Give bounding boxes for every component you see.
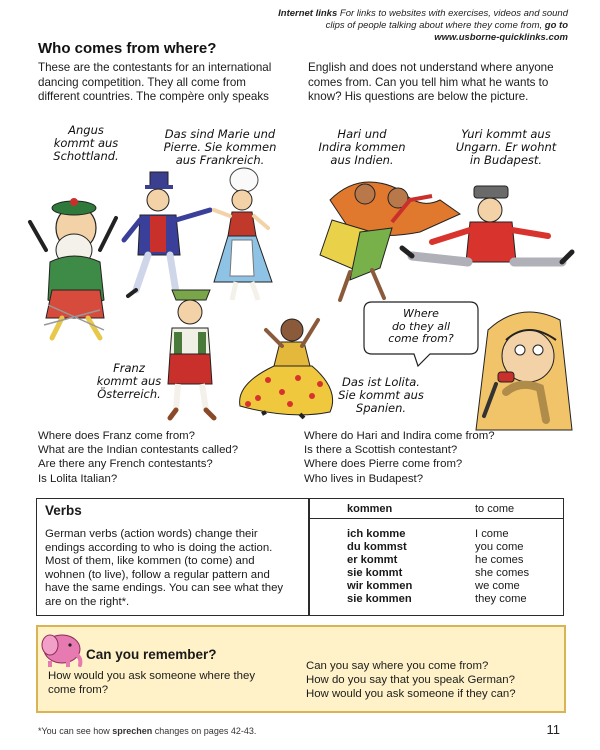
question-item: Who lives in Budapest? [304, 472, 424, 485]
verbs-divider [308, 499, 310, 615]
caption-lolita: Das ist Lolita. Sie kommt aus Spanien. [338, 375, 424, 415]
verbs-explanation: German verbs (action words) change their endings according to who is doing the action. Most of them, like kommen (to come) and wohnen (to live), follow a regular pattern and have the same endings. You can see what they are on the right*. [45, 528, 284, 608]
verbs-german-list [347, 528, 412, 607]
caption-marie-pierre: Das sind Marie und Pierre. Sie kommen aus Frankreich. [163, 127, 277, 167]
verb-translation: you come [475, 541, 524, 554]
compere-figure [476, 312, 572, 430]
remember-left: How would you ask someone where they come from? [48, 670, 256, 697]
question-item: Is there a Scottish contestant? [304, 444, 458, 457]
lolita-figure [240, 319, 333, 418]
caption-hari-indira: Hari und Indira kommen aus Indien. [318, 127, 406, 167]
verb-form: sie kommen [347, 593, 412, 606]
verbs-header-rule [308, 518, 563, 519]
verb-translation: he comes [475, 554, 524, 567]
angus-figure [30, 198, 116, 338]
verb-form: wir kommen [347, 580, 413, 593]
verb-translation: they come [475, 593, 527, 606]
question-item: Is Lolita Italian? [38, 472, 118, 485]
verb-translation: she comes [475, 567, 530, 580]
question-item: Where do Hari and Indira come from? [304, 430, 495, 442]
usborne-link[interactable]: go to www.usborne-quicklinks.com [434, 20, 568, 43]
remember-question: How do you say that you speak German? [306, 674, 515, 687]
caption-yuri: Yuri kommt aus Ungarn. Er wohnt in Budapest. [455, 127, 557, 167]
caption-angus: Angus kommt aus Schottland. [53, 123, 119, 163]
questions-left [38, 429, 288, 486]
bubble-text: Where do they all come from? [388, 307, 454, 345]
franz-figure [168, 290, 214, 418]
marie-figure [214, 168, 272, 300]
verbs-english-header: to come [475, 503, 515, 515]
remember-question: How would you ask someone if they can? [306, 688, 516, 701]
verb-form: ich komme [347, 528, 406, 540]
internet-links-label: Internet links [278, 8, 338, 19]
internet-links-text: For links to websites with exercises, videos and sound clips of people talking about where they come from, [325, 8, 568, 31]
verb-translation: we come [475, 580, 520, 593]
remember-question: Can you say where you come from? [306, 660, 489, 672]
pierre-figure [124, 172, 210, 298]
intro-left: These are the contestants for an international dancing competition. They all come from different countries. The compère only speaks [38, 61, 272, 104]
verbs-german-header: kommen [347, 503, 393, 515]
verbs-box [36, 498, 564, 616]
verb-translation: I come [475, 528, 509, 540]
verbs-title: Verbs [45, 503, 82, 518]
question-item: What are the Indian contestants called? [38, 444, 239, 457]
intro-right: English and does not understand where anyone comes from. Can you tell him what he wants to know? His questions are below the picture. [308, 61, 554, 104]
remember-title: Can you remember? [86, 647, 217, 662]
question-item: Where does Franz come from? [38, 430, 195, 442]
question-item: Are there any French contestants? [38, 458, 213, 471]
footnote: *You can see how sprechen changes on pages 42-43. [38, 726, 257, 736]
verb-form: sie kommt [347, 567, 403, 580]
verb-form: du kommst [347, 541, 407, 554]
questions-right [304, 429, 562, 486]
page-number: 11 [546, 722, 560, 737]
remember-right [306, 659, 562, 702]
verbs-english-list [475, 528, 529, 607]
remember-box [36, 625, 566, 713]
verb-form: er kommt [347, 554, 398, 567]
caption-franz: Franz kommt aus Österreich. [96, 361, 162, 401]
page-title: Who comes from where? [38, 40, 217, 57]
question-item: Where does Pierre come from? [304, 458, 463, 471]
elephant-icon [36, 625, 86, 669]
